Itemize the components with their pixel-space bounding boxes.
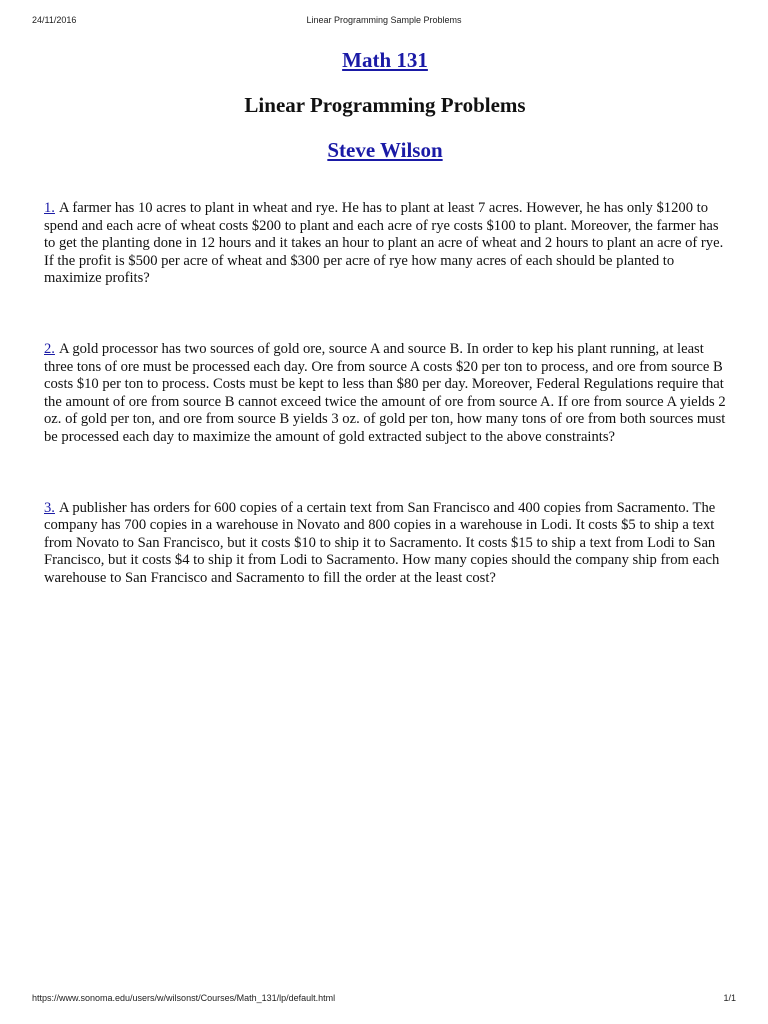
print-page-title: Linear Programming Sample Problems — [306, 15, 462, 25]
problem-2-text: A gold processor has two sources of gold ore, source A and source B. In order to kep his plant running, at least three tons of ore must be processed each day. Ore from source A costs $20 per ton to process, and ore from source B costs $10 per ton to process. Costs must be kept to less than $80 per day. Moreover, Federal Regulations require that the amount of ore from source B cannot exceed twice the amount of ore from source A. If ore from source A yields 2 oz. of gold per ton, and ore from source B yields 3 oz. of gold per ton, how many tons of ore from both sources must be processed each day to maximize the amount of gold extracted subject to the above constraints? — [44, 340, 726, 445]
problem-3-text: A publisher has orders for 600 copies of a certain text from San Francisco and 400 copies from Sacramento. The company has 700 copies in a warehouse in Novato and 800 copies in a warehouse in Lodi. It costs $5 to ship a text from Novato to San Francisco, but it costs $10 to ship it to Sacramento. It costs $15 to ship a text from Lodi to San Francisco, but it costs $4 to ship it from Lodi to Sacramento. How many copies should the company ship from each warehouse to San Francisco and Sacramento to fill the order at the least cost? — [44, 499, 720, 586]
print-date: 24/11/2016 — [32, 15, 77, 25]
course-link[interactable]: Math 131 — [342, 48, 428, 72]
print-page-number: 1/1 — [723, 993, 736, 1003]
print-url: https://www.sonoma.edu/users/w/wilsonst/Courses/Math_131/lp/default.html — [32, 993, 336, 1003]
problem-2-number-link[interactable]: 2. — [44, 340, 55, 357]
document-body — [44, 40, 726, 588]
problem-2 — [44, 341, 726, 447]
problem-1 — [44, 200, 726, 288]
problem-3-number-link[interactable]: 3. — [44, 499, 55, 516]
print-header — [32, 15, 736, 31]
problem-1-text: A farmer has 10 acres to plant in wheat and rye. He has to plant at least 7 acres. However, he has only $1200 to spend and each acre of wheat costs $200 to plant and each acre of rye costs $100 to plant. Moreover, the farmer has to get the planting done in 12 hours and it takes an hour to plant an acre of wheat and 2 hours to plant an acre of rye. If the profit is $500 per acre of wheat and $300 per acre of rye how many acres of each should be planted to maximize profits? — [44, 200, 724, 287]
problem-1-number-link[interactable]: 1. — [44, 200, 55, 216]
problem-3 — [44, 500, 726, 588]
page-title: Linear Programming Problems — [244, 93, 526, 117]
author-link[interactable]: Steve Wilson — [327, 138, 443, 162]
print-footer — [32, 993, 736, 1009]
